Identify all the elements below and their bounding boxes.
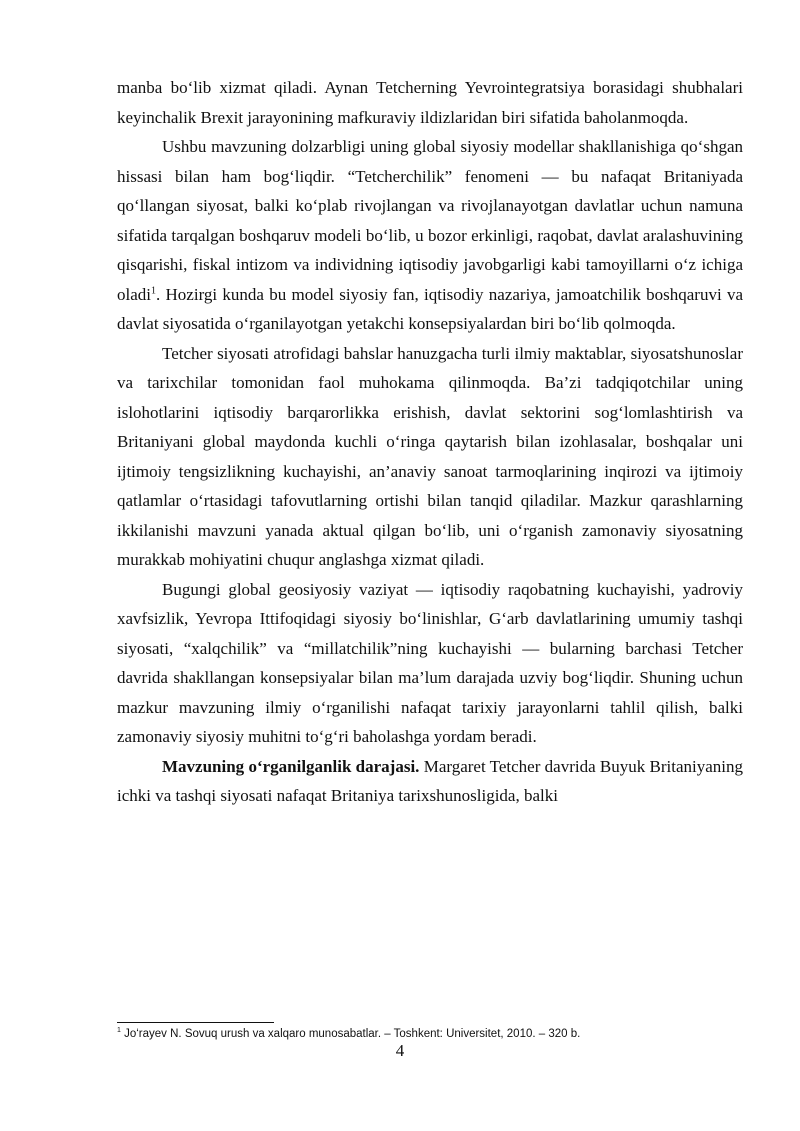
paragraph-1: manba bo‘lib xizmat qiladi. Aynan Tetcherning Yevrointegratsiya borasidagi shubhalari keyinchalik Brexit jarayonining mafkuraviy ildizlaridan biri sifatida baholanmoqda. xyxy=(117,78,743,127)
footnote xyxy=(117,1027,743,1041)
paragraph-2-text-continued: . Hozirgi kunda bu model siyosiy fan, iqtisodiy nazariya, jamoatchilik boshqaruvi va davlat siyosatida o‘rganilayotgan yetakchi konsepsiyalardan biri bo‘lib qolmoqda. xyxy=(117,284,743,333)
paragraph-2-text: Ushbu mavzuning dolzarbligi uning global siyosiy modellar shakllanishiga qo‘shgan hissasi bilan ham bog‘liqdir. “Tetcherchilik” fenomeni — bu nafaqat Britaniyada qo‘llangan siyosat, balki ko‘plab rivojlangan va rivojlanayotgan davlatlar uchun namuna sifatida tarqalgan boshqaruv modeli bo‘lib, u bozor erkinligi, raqobat, davlat aralashuvining qisqarishi, fiskal intizom va individning iqtisodiy javobgarligi kabi tamoyillarni o‘z ichiga oladi xyxy=(117,137,743,304)
paragraph-4: Bugungi global geosiyosiy vaziyat — iqtisodiy raqobatning kuchayishi, yadroviy xavfsizlik, Yevropa Ittifoqidagi siyosiy bo‘linishlar, G‘arb davlatlarining umumiy tashqi siyosati, “xalqchilik” va “millatchilik”ning kuchayishi — bularning barchasi Tetcher davrida shakllangan konsepsiyalar bilan ma’lum darajada uzviy bog‘liqdir. Shuning uchun mazkur mavzuning ilmiy o‘rganilishi nafaqat tarixiy jarayonlarni tahlil qilish, balki zamonaviy siyosiy muhitni to‘g‘ri baholashga yordam beradi. xyxy=(117,579,743,746)
footnote-separator xyxy=(117,1022,274,1023)
paragraph-5-text: Margaret Tetcher davrida Buyuk Britaniyaning ichki va tashqi siyosati nafaqat Britaniya tarixshunosligida, balki xyxy=(117,756,743,805)
footnote-text: Jo‘rayev N. Sovuq urush va xalqaro munosabatlar. – Toshkent: Universitet, 2010. – 320 b. xyxy=(120,1028,581,1040)
section-heading: Mavzuning o‘rganilganlik darajasi. xyxy=(162,756,420,776)
page-number: 4 xyxy=(395,1041,405,1060)
paragraph-3: Tetcher siyosati atrofidagi bahslar hanuzgacha turli ilmiy maktablar, siyosatshunoslar va tarixchilar tomonidan faol muhokama qilinmoqda. Ba’zi tadqiqotchilar uning islohotlarini iqtisodiy barqarorlikka erishish, davlat sektorini sog‘lomlashtirish va Britaniyani global maydonda kuchli o‘ringa qaytarish bilan izohlasalar, boshqalar uni ijtimoiy tengsizlikning kuchayishi, an’anaviy sanoat tarmoqlarining inqirozi va ijtimoiy qatlamlar o‘rtasidagi tafovutlarning ortishi bilan tanqid qiladilar. Mazkur qarashlarning ikkilanishi mavzuni yanada aktual qilgan bo‘lib, uni o‘rganish zamonaviy siyosatning murakkab mohiyatini chuqur anglashga xizmat qiladi. xyxy=(117,343,743,569)
footnote-marker: 1 xyxy=(117,1027,121,1035)
paragraph-2 xyxy=(117,132,743,339)
footnote-reference[interactable]: 1 xyxy=(151,284,156,296)
body-text xyxy=(117,73,743,811)
paragraph-5 xyxy=(117,752,743,811)
